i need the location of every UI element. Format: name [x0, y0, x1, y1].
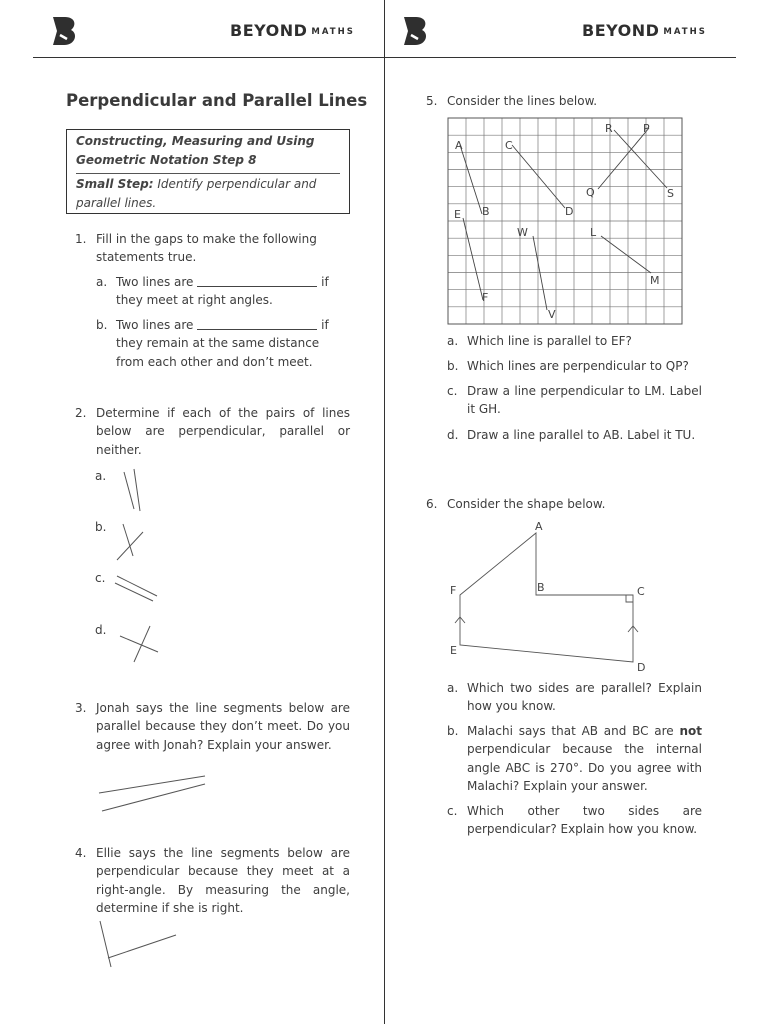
q5a-text: Which line is parallel to EF?	[467, 334, 632, 348]
beyond-logo-icon	[51, 15, 79, 47]
label-p: P	[643, 122, 650, 135]
vertex-c: C	[637, 585, 645, 598]
q5b-text: Which lines are perpendicular to QP?	[467, 359, 689, 373]
label-l: L	[590, 226, 597, 239]
step-box-rule	[76, 173, 340, 174]
q2-text: Determine if each of the pairs of lines below are perpendicular, parallel or neither.	[96, 406, 350, 457]
q2b-line-2	[117, 532, 143, 560]
q6c-letter: c.	[447, 804, 458, 818]
q5d-text: Draw a line parallel to AB. Label it TU.	[467, 428, 696, 442]
label-v: V	[548, 308, 556, 321]
shape-outline	[460, 533, 633, 662]
q1b-post: if	[321, 318, 329, 332]
q6b-bold: not	[679, 724, 702, 738]
q6b-pre: Malachi says that AB and BC are	[467, 724, 680, 738]
vertex-f: F	[450, 584, 457, 597]
vertex-a: A	[535, 520, 543, 533]
q3-number: 3.	[75, 701, 87, 715]
page-title: Perpendicular and Parallel Lines	[66, 91, 368, 110]
label-c: C	[505, 139, 513, 152]
label-r: R	[605, 122, 613, 135]
q2a-line-1	[124, 472, 134, 509]
q5-text: Consider the lines below.	[447, 94, 598, 108]
q6-text: Consider the shape below.	[447, 497, 606, 511]
q2-number: 2.	[75, 406, 87, 420]
small-step	[76, 175, 344, 213]
q1a-rest: they meet at right angles.	[116, 293, 273, 308]
q2b-letter: b.	[95, 520, 107, 534]
brand-small-right: MATHS	[663, 27, 707, 37]
q2d-line-1	[120, 636, 158, 652]
q6b-text	[467, 722, 702, 795]
q5-number: 5.	[426, 94, 438, 108]
label-b: B	[482, 205, 490, 218]
label-e: E	[454, 208, 461, 221]
q1-text: Fill in the gaps to make the following statements true.	[96, 232, 317, 265]
q2d-letter: d.	[95, 623, 107, 637]
label-s: S	[667, 187, 674, 200]
q6-shape	[440, 515, 670, 675]
q6a-letter: a.	[447, 681, 459, 695]
label-d: D	[565, 205, 574, 218]
q1a-letter: a.	[96, 275, 108, 289]
q5d-letter: d.	[447, 428, 459, 442]
label-m: M	[650, 274, 660, 287]
small-step-label: Small Step:	[76, 177, 154, 191]
q2a-line-2	[134, 469, 140, 511]
q6-number: 6.	[426, 497, 438, 511]
label-f: F	[482, 291, 489, 304]
brand-small: MATHS	[311, 27, 355, 37]
q5c-text: Draw a line perpendicular to LM. Label it GH.	[467, 384, 702, 417]
beyond-logo-icon-right	[402, 15, 430, 47]
column-divider	[384, 0, 385, 1024]
q1b-pre: Two lines are	[116, 318, 194, 332]
q1b-rest: they remain at the same distance from each other and don’t meet.	[116, 336, 320, 369]
q4-segment-1	[100, 921, 111, 967]
q2c-letter: c.	[95, 571, 106, 585]
step-heading: Constructing, Measuring and Using Geometric Notation Step 8	[76, 134, 315, 167]
q6b-post: perpendicular because the internal angle ABC is 270°. Do you agree with Malachi? Explain your answer.	[467, 742, 702, 793]
label-a: A	[455, 139, 463, 152]
q1b-line	[116, 316, 350, 371]
q2a-letter: a.	[95, 469, 107, 483]
q6a-text: Which two sides are parallel? Explain how you know.	[467, 681, 702, 714]
q6c-text: Which other two sides are perpendicular? Explain how you know.	[467, 804, 702, 837]
label-w: W	[517, 226, 528, 239]
line-qp	[598, 128, 649, 189]
q3-text: Jonah says the line segments below are parallel because they don’t meet. Do you agree with Jonah? Explain your answer.	[96, 701, 350, 752]
brand-bold-right: BEYOND	[582, 21, 660, 40]
line-wv	[533, 236, 547, 310]
q2c-line-1	[117, 576, 157, 596]
q2d-line-2	[134, 626, 150, 662]
q1a-post: if	[321, 275, 329, 289]
line-lm	[601, 236, 651, 273]
q3-segment-2	[102, 784, 205, 811]
vertex-d: D	[637, 661, 646, 674]
q1b-blank[interactable]	[197, 318, 317, 330]
q1a-pre: Two lines are	[116, 275, 194, 289]
q2b-line-1	[123, 524, 133, 556]
q4-text: Ellie says the line segments below are perpendicular because they meet at a right-angle. By measuring the angle, determine if she is right.	[96, 846, 350, 915]
q5c-letter: c.	[447, 384, 458, 398]
q3-segment-1	[99, 776, 205, 793]
q1-number: 1.	[75, 232, 87, 246]
q1a-line	[116, 273, 350, 310]
q6b-letter: b.	[447, 724, 459, 738]
q4-segment-2	[108, 935, 176, 958]
small-step-box	[66, 129, 350, 214]
label-q: Q	[586, 186, 595, 199]
vertex-e: E	[450, 644, 457, 657]
q5-grid	[448, 118, 682, 324]
small-step-text: Identify perpendicular and parallel lines.	[76, 177, 317, 210]
brand-wordmark	[230, 21, 355, 40]
q4-number: 4.	[75, 846, 87, 860]
q5b-letter: b.	[447, 359, 459, 373]
q1b-letter: b.	[96, 318, 108, 332]
q5a-letter: a.	[447, 334, 459, 348]
q2c-line-2	[115, 583, 153, 601]
brand-wordmark-right	[582, 21, 707, 40]
vertex-b: B	[537, 581, 545, 594]
brand-bold: BEYOND	[230, 21, 308, 40]
right-angle-mark	[626, 595, 633, 602]
q1a-blank[interactable]	[197, 275, 317, 287]
